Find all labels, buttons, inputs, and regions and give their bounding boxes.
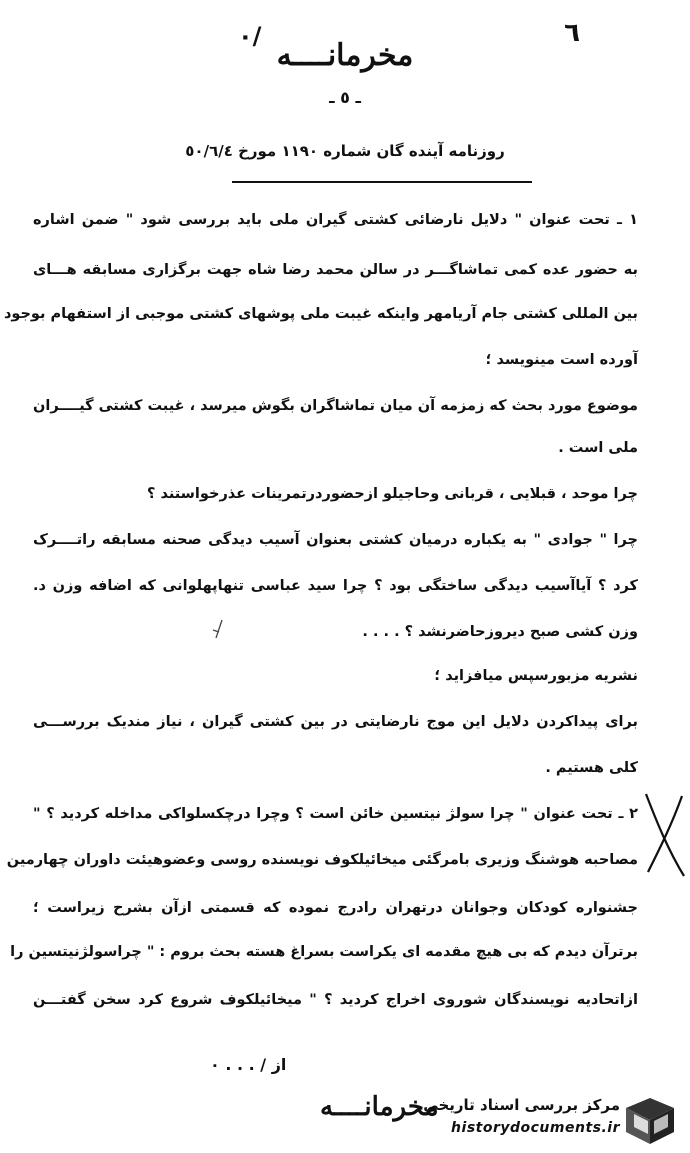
- classification-title: مخرمانــــه: [276, 38, 414, 73]
- body-line: مصاحبه هوشنگ وزیری بامرگئی میخائیلکوف نویسنده روسی وعضوهیئت داوران چهارمین: [6, 852, 638, 868]
- newspaper-subtitle: روزنامه آینده گان شماره ۱۱۹۰ مورخ ٥٠/٦/٤: [185, 142, 505, 160]
- body-line: کرد ؟ آیاآسیب دیدگی ساختگی بود ؟ چرا سید عباسی تنهاپهلوانی که اضافه وزن د.: [33, 578, 638, 594]
- pen-tick-mark: [210, 618, 226, 642]
- body-line: جشنواره کودکان وجوانان درتهران رادرج نموده که قسمتی ازآن بشرح زیراست ؛: [33, 900, 638, 916]
- body-line: نشریه مزبورسپس میافزاید ؛: [434, 668, 638, 684]
- body-line: ازاتحادیه نویسندگان شوروی اخراج کردید ؟ " میخائیلکوف شروع کرد سخن گفتـــن: [33, 992, 638, 1008]
- body-line: ملی است .: [558, 440, 638, 456]
- body-line: موضوع مورد بحث که زمزمه آن میان تماشاگران بگوش میرسد ، غیبت کشتی گیــــران: [33, 398, 638, 414]
- footer-classification-title: مخرمانــــه: [320, 1092, 439, 1122]
- body-line: ۲ ـ تحت عنوان " چرا سولژ نیتسین خائن است ؟ وچرا درچکسلواکی مداخله کردید ؟ ": [33, 806, 638, 822]
- subtitle-underline: [232, 181, 532, 183]
- body-line: کلی هستیم .: [545, 760, 638, 776]
- corner-mark: ۰/: [238, 22, 262, 50]
- body-line: به حضور عده کمی تماشاگـــر در سالن محمد رضا شاه جهت برگزاری مسابقه هـــای: [33, 262, 638, 278]
- section-divider: ـ ٥ ـ: [329, 88, 361, 107]
- body-line: برای پیداکردن دلایل این موج نارضایتی در بین کشتی گیران ، نیاز مندیک بررســـی: [33, 714, 638, 730]
- body-line: وزن کشی صبح دیروزحاضرنشد ؟ . . . .: [362, 624, 638, 640]
- page-number: ٦: [564, 18, 580, 48]
- watermark: [420, 1096, 620, 1136]
- body-line: چرا موحد ، قبلایی ، قربانی وحاجیلو ازحضوردرتمرینات عذرخواستند ؟: [147, 486, 638, 502]
- body-line: ۱ ـ تحت عنوان " دلایل نارضائی کشتی گیران ملی باید بررسی شود " ضمن اشاره: [33, 212, 638, 228]
- archive-book-icon: [620, 1094, 678, 1146]
- watermark-url[interactable]: historydocuments.ir: [451, 1120, 620, 1136]
- margin-cross-mark: [642, 790, 688, 880]
- body-line: بین المللی کشتی جام آریامهر واینکه غیبت ملی پوشهای کشتی موجبی از استفهام بوجود: [3, 306, 638, 322]
- watermark-name: مرکز بررسی اسناد تاریخی: [423, 1096, 620, 1114]
- body-line: آورده است مینویسد ؛: [485, 352, 638, 368]
- body-line: برترآن دیدم که بی هیچ مقدمه ای یکراست بسراغ هسته بحث بروم : " چراسولژنیتسین را: [10, 944, 638, 960]
- continuation-marker: از / . . . ۰: [210, 1055, 287, 1074]
- body-line: چرا " جوادی " به یکباره درمیان کشتی بعنوان آسیب دیدگی صحنه مسابقه راتــــرک: [33, 532, 638, 548]
